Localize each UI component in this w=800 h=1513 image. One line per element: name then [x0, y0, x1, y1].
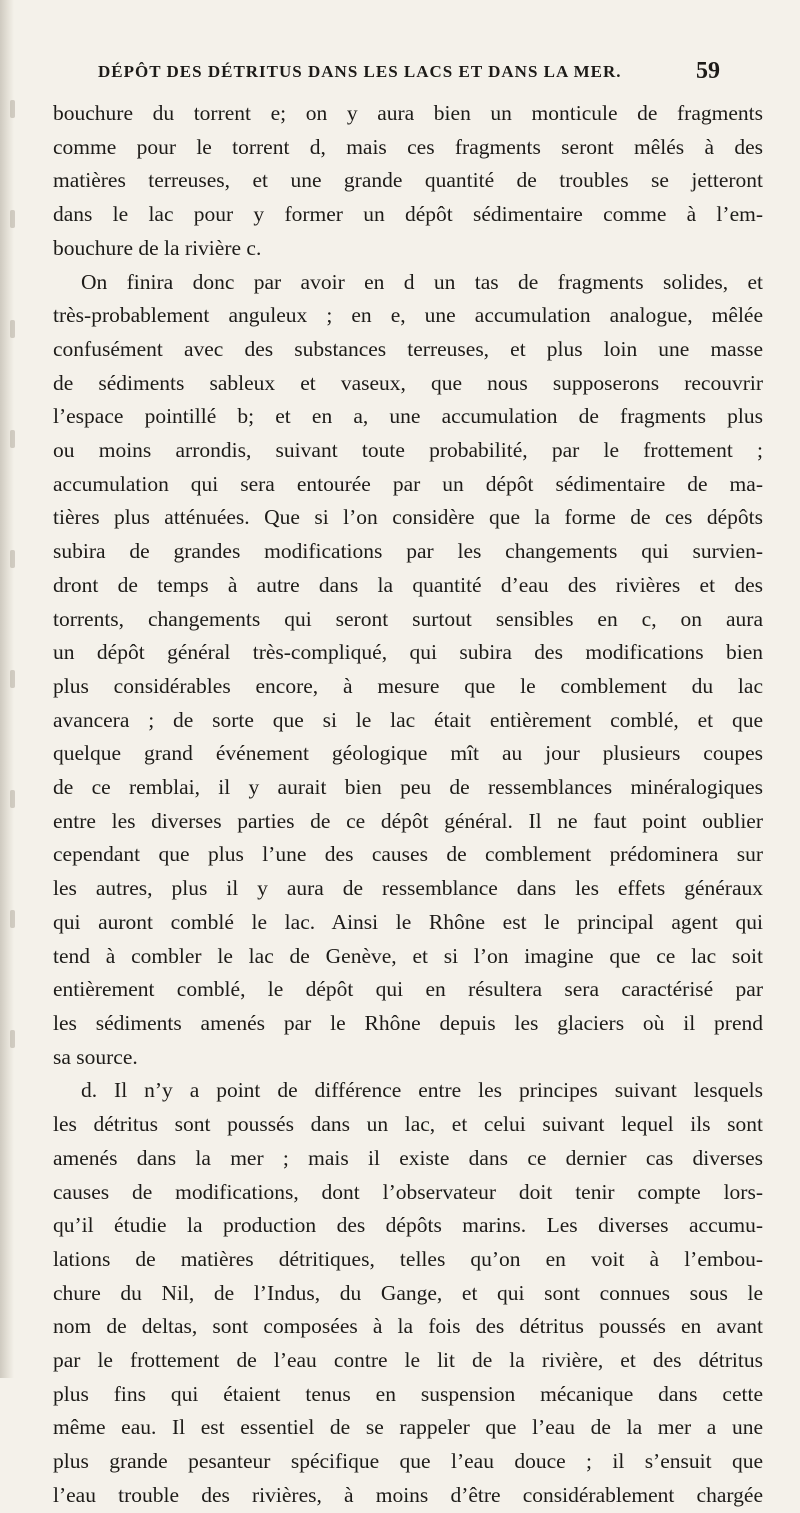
text-line: un dépôt général très-compliqué, qui subira des modifications bien: [53, 640, 763, 665]
text-line: sa source.: [53, 1044, 138, 1069]
text-line: chure du Nil, de l’Indus, du Gange, et qui sont connues sous le: [53, 1280, 763, 1305]
body-text: [53, 97, 763, 1513]
text-line: les autres, plus il y aura de ressemblance dans les effets généraux: [53, 876, 763, 901]
text-line: très-probablement anguleux ; en e, une accumulation analogue, mêlée: [53, 303, 763, 328]
text-line: subira de grandes modifications par les changements qui survien-: [53, 539, 763, 564]
text-line: comme pour le torrent d, mais ces fragments seront mêlés à des: [53, 134, 763, 159]
text-line: matières terreuses, et une grande quantité de troubles se jetteront: [53, 168, 763, 193]
text-line: accumulation qui sera entourée par un dépôt sédimentaire de ma-: [53, 471, 763, 496]
text-line: amenés dans la mer ; mais il existe dans ce dernier cas diverses: [53, 1145, 763, 1170]
text-line: torrents, changements qui seront surtout sensibles en c, on aura: [53, 606, 763, 631]
text-line: de sédiments sableux et vaseux, que nous supposerons recouvrir: [53, 370, 763, 395]
text-line: lations de matières détritiques, telles qu’on en voit à l’embou-: [53, 1246, 763, 1271]
page-binding-edge: [0, 0, 14, 1378]
text-line: par le frottement de l’eau contre le lit de la rivière, et des détritus: [53, 1348, 763, 1373]
text-line: plus fins qui étaient tenus en suspension mécanique dans cette: [53, 1381, 763, 1406]
text-line: les sédiments amenés par le Rhône depuis les glaciers où il prend: [53, 1010, 763, 1035]
text-line: entre les diverses parties de ce dépôt général. Il ne faut point oublier: [53, 808, 763, 833]
text-line: bouchure de la rivière c.: [53, 235, 262, 260]
text-line: ou moins arrondis, suivant toute probabilité, par le frottement ;: [53, 438, 763, 463]
text-line: confusément avec des substances terreuses, et plus loin une masse: [53, 336, 763, 361]
text-line: nom de deltas, sont composées à la fois des détritus poussés en avant: [53, 1314, 763, 1339]
text-line: dront de temps à autre dans la quantité d’eau des rivières et des: [53, 572, 763, 597]
text-line: d. Il n’y a point de différence entre les principes suivant lesquels: [81, 1078, 763, 1103]
page-number: 59: [696, 58, 720, 84]
text-line: qu’il étudie la production des dépôts marins. Les diverses accumu-: [53, 1213, 763, 1238]
text-line: avancera ; de sorte que si le lac était entièrement comblé, et que: [53, 707, 763, 732]
text-line: dans le lac pour y former un dépôt sédimentaire comme à l’em-: [53, 202, 763, 227]
page-header: [0, 58, 800, 94]
text-line: cependant que plus l’une des causes de comblement prédominera sur: [53, 842, 763, 867]
text-line: On finira donc par avoir en d un tas de fragments solides, et: [81, 269, 763, 294]
running-title: DÉPÔT DES DÉTRITUS DANS LES LACS ET DANS LA MER.: [98, 62, 622, 81]
text-line: causes de modifications, dont l’observateur doit tenir compte lors-: [53, 1179, 763, 1204]
text-line: l’eau trouble des rivières, à moins d’être considérablement chargée: [53, 1482, 763, 1507]
text-line: entièrement comblé, le dépôt qui en résultera sera caractérisé par: [53, 977, 763, 1002]
text-line: l’espace pointillé b; et en a, une accumulation de fragments plus: [53, 404, 763, 429]
text-line: plus grande pesanteur spécifique que l’eau douce ; il s’ensuit que: [53, 1449, 763, 1474]
text-line: tières plus atténuées. Que si l’on considère que la forme de ces dépôts: [53, 505, 763, 530]
text-line: bouchure du torrent e; on y aura bien un monticule de fragments: [53, 101, 763, 125]
text-line: quelque grand événement géologique mît au jour plusieurs coupes: [53, 741, 763, 766]
text-line: les détritus sont poussés dans un lac, et celui suivant lequel ils sont: [53, 1112, 763, 1137]
text-line: qui auront comblé le lac. Ainsi le Rhône est le principal agent qui: [53, 909, 763, 934]
text-line: tend à combler le lac de Genève, et si l’on imagine que ce lac soit: [53, 943, 763, 968]
text-line: de ce remblai, il y aurait bien peu de ressemblances minéralogiques: [53, 775, 763, 800]
text-line: même eau. Il est essentiel de se rappeler que l’eau de la mer a une: [53, 1415, 763, 1440]
text-line: plus considérables encore, à mesure que le comblement du lac: [53, 673, 763, 698]
